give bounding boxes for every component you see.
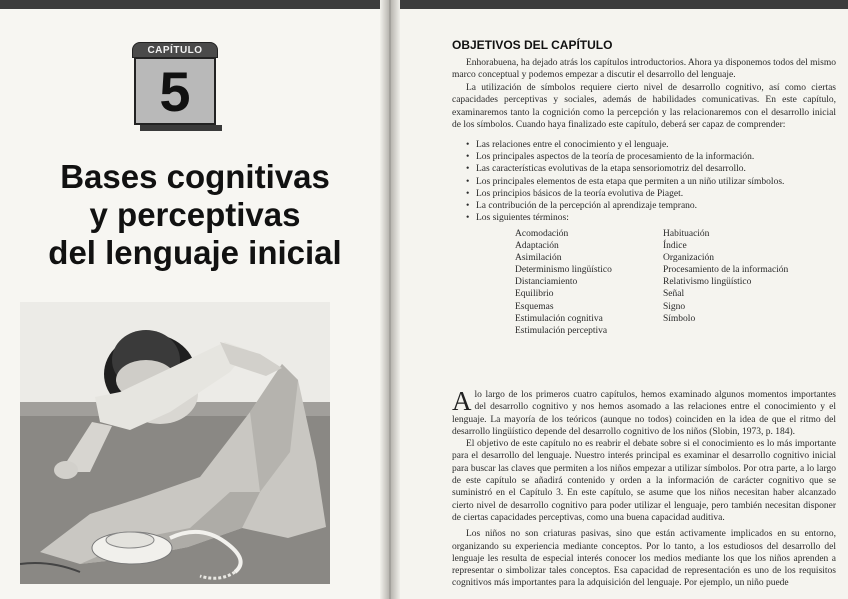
terms-column-2	[663, 228, 838, 325]
body-paragraph: El objetivo de este capítulo no es reabrir el debate sobre si el conocimiento es lo más importante para el desarrollo del lenguaje. Nuestro interés principal es examinar el desarrollo cognitivo inicial para buscar las claves que permiten a los niños empezar a utilizar símbolos. Por otra parte, a lo largo de este capítulo se añadirá contenido y orden a la información de carácter cognitivo que se suministró en el Capítulo 3. En este capítulo, se asume que los niños necesitan haber alcanzado cierto nivel de desarrollo cognitivo para poder utilizar el lenguaje, pero también necesitan disponer de ciertas capacidades perceptivas, como una buena capacidad auditiva.	[452, 439, 836, 523]
term-item: Habituación	[663, 229, 710, 239]
objective-item: • Las características evolutivas de la etapa sensoriomotriz del desarrollo.	[466, 163, 826, 175]
term-item: Asimilación	[515, 253, 562, 264]
term-item: Determinismo lingüístico	[515, 265, 612, 276]
term-item: Estimulación perceptiva	[515, 325, 608, 336]
chapter-title	[10, 158, 380, 272]
term-item: Relativismo lingüístico	[663, 277, 752, 288]
term-item: Índice	[663, 241, 687, 252]
objective-item: • Los principios básicos de la teoría evolutiva de Piaget.	[466, 188, 826, 200]
term-item: Señal	[663, 289, 685, 300]
body-paragraph	[452, 386, 836, 438]
scan-top-edge	[0, 0, 848, 9]
term-item: Adaptación	[515, 241, 559, 252]
objective-item: • Las relaciones entre el conocimiento y el lenguaje.	[466, 139, 826, 151]
body-text	[452, 386, 836, 590]
term-item: Signo	[663, 301, 686, 312]
term-item: Distanciamiento	[515, 277, 578, 288]
term-item: Equilibrio	[515, 289, 554, 300]
body-paragraph: Los niños no son criaturas pasivas, sino que están activamente implicados en su entorno, organizando su experiencia mediante conceptos. Por lo tanto, a los estudiosos del desarrollo del lenguaje les resulta de especial interés conocer los medios mediante los que los niños aprenden a representar o simbolizar tales conceptos. Esa capacidad de representación es uno de los requisitos cognitivos más importantes para la adquisición del lenguaje. Por ejemplo, un niño puede	[452, 529, 836, 589]
chapter-number: 5	[134, 57, 216, 125]
intro-paragraph: Enhorabuena, ha dejado atrás los capítulos introductorios. Ahora ya disponemos todos del mismo marco conceptual y podemos empezar a discutir el desarrollo del lenguaje.	[452, 58, 836, 81]
objective-item: • Los principales aspectos de la teoría de procesamiento de la información.	[466, 151, 826, 163]
term-item: Símbolo	[663, 313, 696, 324]
term-item: Procesamiento de la información	[663, 265, 789, 276]
terms-column-1	[515, 228, 665, 337]
objectives-heading: OBJETIVOS DEL CAPÍTULO	[452, 38, 613, 52]
baby-photo	[20, 302, 330, 584]
book-gutter	[380, 0, 400, 599]
objective-item: • Los siguientes términos:	[466, 212, 826, 224]
objective-item: • Los principales elementos de esta etapa que permiten a un niño utilizar símbolos.	[466, 176, 826, 188]
chapter-title-line: del lenguaje inicial	[48, 234, 342, 271]
chapter-label: CAPÍTULO	[132, 42, 218, 58]
term-item: Estimulación cognitiva	[515, 313, 603, 324]
term-item: Acomodación	[515, 229, 569, 239]
intro-paragraph: La utilización de símbolos requiere cierto nivel de desarrollo cognitivo, así como ciertas capacidades perceptivas y sociales, además de habilidades comunicativas. En este capítulo, examinaremos tanto la cognición como la percepción y las relacionaremos con el desarrollo inicial de los símbolos. Cuando haya finalizado este capítulo, deberá ser capaz de comprender:	[452, 83, 836, 130]
chapter-title-line: y perceptivas	[89, 196, 301, 233]
body-paragraph-text: lo largo de los primeros cuatro capítulos, hemos examinado algunos momentos importantes del desarrollo cognitivo y nos hemos asomado a las relaciones entre el conocimiento y el lenguaje. La mayoría de los teóricos (aunque no todos) coinciden en la idea de que el ritmo del desarrollo lingüístico depende del desarrollo cognitivo de los niños (Slobin, 1973, p. 184).	[452, 390, 836, 437]
chapter-title-line: Bases cognitivas	[60, 158, 330, 195]
term-item: Esquemas	[515, 301, 554, 312]
objective-item: • La contribución de la percepción al aprendizaje temprano.	[466, 200, 826, 212]
chapter-badge	[132, 42, 218, 126]
term-item: Organización	[663, 253, 714, 264]
badge-shadow	[140, 125, 222, 131]
objectives-list	[466, 139, 826, 224]
drop-cap: A	[452, 386, 472, 416]
baby-photo-illustration	[20, 302, 330, 584]
